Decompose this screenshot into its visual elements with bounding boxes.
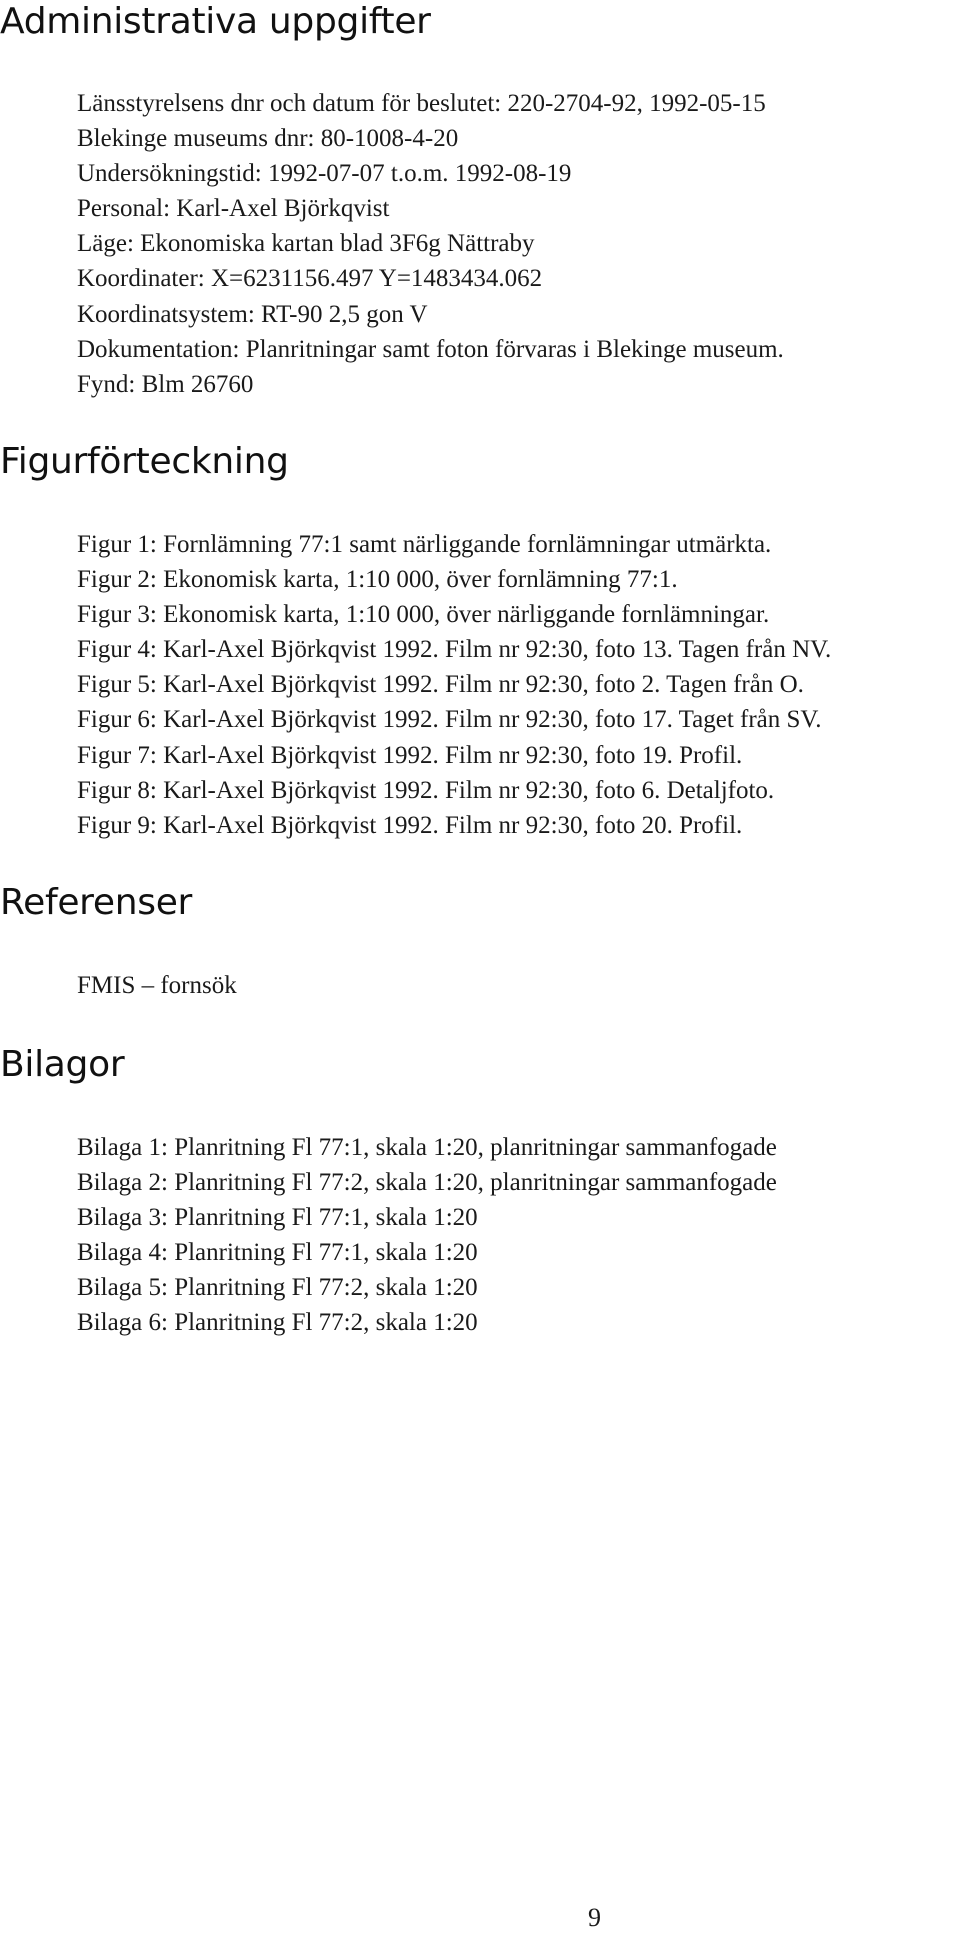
admin-line-decision: Länsstyrelsens dnr och datum för beslutet: 220-2704-92, 1992-05-15 [77,90,766,117]
figure-item: Figur 3: Ekonomisk karta, 1:10 000, över närliggande fornlämningar. [77,601,770,629]
figure-item: Figur 7: Karl-Axel Björkqvist 1992. Film nr 92:30, foto 19. Profil. [77,741,743,769]
figure-item: Figur 5: Karl-Axel Björkqvist 1992. Film nr 92:30, foto 2. Tagen från O. [77,671,804,699]
figures-list [77,527,831,843]
admin-line-coordinates: Koordinater: X=6231156.497 Y=1483434.062 [77,265,543,293]
references-heading: Referenser [0,882,193,923]
appendix-item: Bilaga 3: Planritning Fl 77:1, skala 1:20 [77,1204,478,1232]
admin-line-documentation: Dokumentation: Planritningar samt foton förvaras i Blekinge museum. [77,335,784,363]
page-number: 9 [588,1903,601,1932]
figure-item: Figur 8: Karl-Axel Björkqvist 1992. Film nr 92:30, foto 6. Detaljfoto. [77,776,775,804]
figure-item: Figur 2: Ekonomisk karta, 1:10 000, över fornlämning 77:1. [77,566,678,594]
figure-item: Figur 9: Karl-Axel Björkqvist 1992. Film nr 92:30, foto 20. Profil. [77,811,743,839]
appendix-item: Bilaga 4: Planritning Fl 77:1, skala 1:20 [77,1239,478,1267]
admin-line-location: Läge: Ekonomiska kartan blad 3F6g Nättraby [77,230,535,258]
appendix-item: Bilaga 2: Planritning Fl 77:2, skala 1:20, planritningar sammanfogade [77,1169,777,1197]
admin-list [77,86,784,402]
admin-heading: Administrativa uppgifter [0,1,431,42]
admin-line-period: Undersökningstid: 1992-07-07 t.o.m. 1992-08-19 [77,160,572,188]
appendix-item: Bilaga 6: Planritning Fl 77:2, skala 1:20 [77,1309,478,1337]
figure-item: Figur 1: Fornlämning 77:1 samt närliggande fornlämningar utmärkta. [77,531,772,558]
admin-line-coordinate-system: Koordinatsystem: RT-90 2,5 gon V [77,300,428,328]
reference-item: FMIS – fornsök [77,972,237,999]
figures-heading: Figurförteckning [0,441,289,482]
admin-line-museum-dnr: Blekinge museums dnr: 80-1008-4-20 [77,125,459,153]
appendices-heading: Bilagor [0,1044,125,1085]
figure-item: Figur 4: Karl-Axel Björkqvist 1992. Film nr 92:30, foto 13. Tagen från NV. [77,636,832,664]
appendix-item: Bilaga 1: Planritning Fl 77:1, skala 1:20, planritningar sammanfogade [77,1134,777,1161]
appendix-item: Bilaga 5: Planritning Fl 77:2, skala 1:20 [77,1274,478,1302]
references-list [77,968,237,1003]
admin-line-staff: Personal: Karl-Axel Björkqvist [77,195,390,223]
appendices-list [77,1130,777,1341]
admin-line-finds: Fynd: Blm 26760 [77,370,254,398]
figure-item: Figur 6: Karl-Axel Björkqvist 1992. Film nr 92:30, foto 17. Taget från SV. [77,706,822,734]
